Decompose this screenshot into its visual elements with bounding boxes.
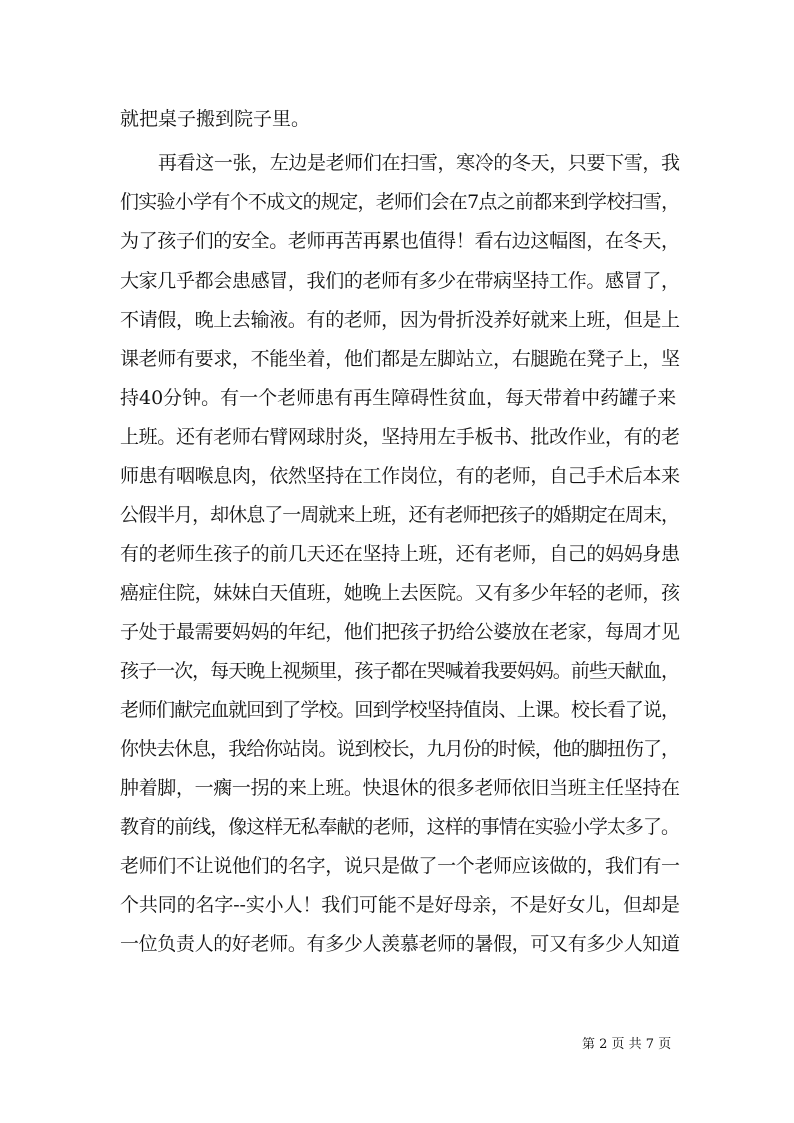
text-line: 就把桌子搬到院子里。 xyxy=(120,108,311,130)
text-line: 老师们献完血就回到了学校。回到学校坚持值岗、上课。校长看了说， xyxy=(120,699,680,721)
text-line: 不请假，晚上去输液。有的老师，因为骨折没养好就来上班，但是上 xyxy=(120,309,680,331)
text-line: 上班。还有老师右臂网球肘炎，坚持用左手板书、批改作业，有的老 xyxy=(120,426,680,448)
paragraph-first-line: 再看这一张，左边是老师们在扫雪，寒冷的冬天，只要下雪，我 xyxy=(158,152,680,174)
text-line: 老师们不让说他们的名字，说只是做了一个老师应该做的，我们有一 xyxy=(120,855,680,877)
text-line: 癌症住院，妹妹白天值班，她晚上去医院。又有多少年轻的老师，孩 xyxy=(120,582,680,604)
text-line: 课老师有要求，不能坐着，他们都是左脚站立，右腿跪在凳子上，坚 xyxy=(120,348,680,370)
text-line: 持40分钟。有一个老师患有再生障碍性贫血，每天带着中药罐子来 xyxy=(120,387,677,409)
text-line: 个共同的名字--实小人！我们可能不是好母亲，不是好女儿，但却是 xyxy=(120,894,680,916)
text-line: 为了孩子们的安全。老师再苦再累也值得！看右边这幅图，在冬天， xyxy=(120,230,680,252)
text-line: 们实验小学有个不成文的规定，老师们会在7点之前都来到学校扫雪， xyxy=(120,191,680,213)
text-line: 子处于最需要妈妈的年纪，他们把孩子扔给公婆放在老家，每周才见 xyxy=(120,621,680,643)
text-line: 师患有咽喉息肉，依然坚持在工作岗位，有的老师，自己手术后本来 xyxy=(120,465,680,487)
page-number: 第 2 页 共 7 页 xyxy=(582,1037,672,1052)
text-line: 公假半月，却休息了一周就来上班，还有老师把孩子的婚期定在周末， xyxy=(120,504,680,526)
text-line: 你快去休息，我给你站岗。说到校长，九月份的时候，他的脚扭伤了， xyxy=(120,738,680,760)
text-line: 教育的前线，像这样无私奉献的老师，这样的事情在实验小学太多了。 xyxy=(120,816,680,838)
text-line: 孩子一次，每天晚上视频里，孩子都在哭喊着我要妈妈。前些天献血， xyxy=(120,660,680,682)
text-line: 大家几乎都会患感冒，我们的老师有多少在带病坚持工作。感冒了， xyxy=(120,270,680,292)
text-line: 一位负责人的好老师。有多少人羡慕老师的暑假，可又有多少人知道 xyxy=(120,933,680,955)
text-line: 有的老师生孩子的前几天还在坚持上班，还有老师，自己的妈妈身患 xyxy=(120,543,680,565)
text-line: 肿着脚，一瘸一拐的来上班。快退休的很多老师依旧当班主任坚持在 xyxy=(120,777,680,799)
